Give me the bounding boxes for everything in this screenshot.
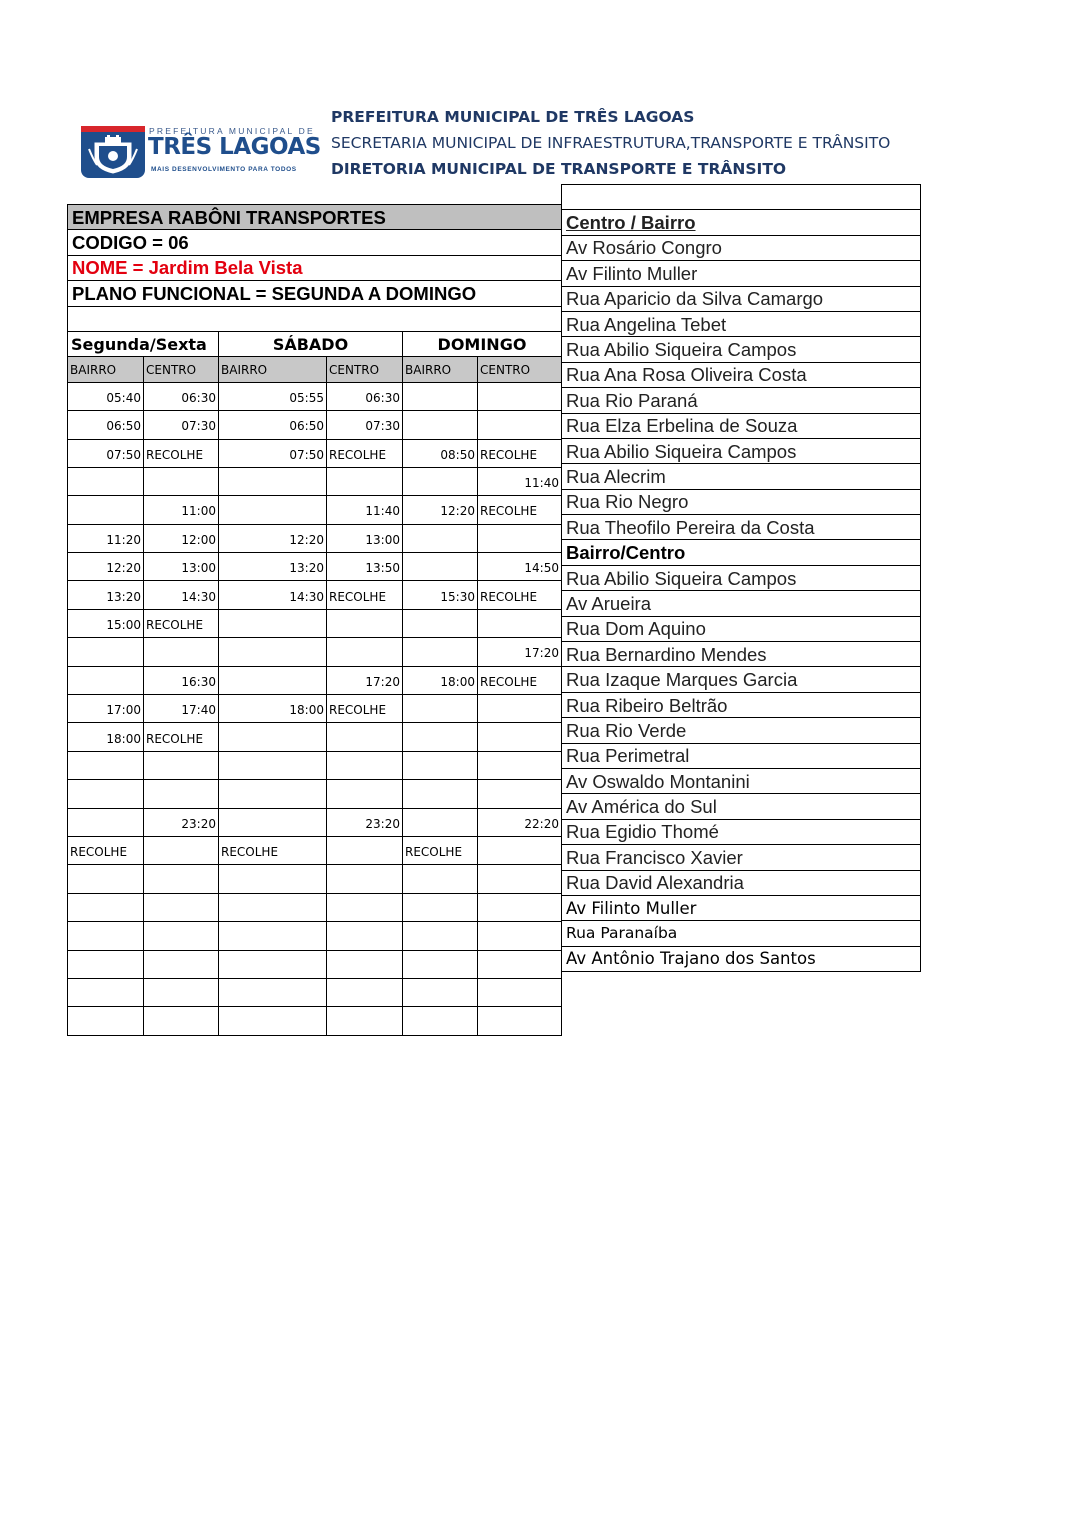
centro-time-cell: 17:40 xyxy=(144,695,219,723)
bairro-time-cell: 05:40 xyxy=(68,382,144,410)
bairro-time-cell xyxy=(219,496,327,524)
centro-time-cell xyxy=(478,609,562,637)
bairro-time-cell: 17:00 xyxy=(68,695,144,723)
centro-time-cell: 17:20 xyxy=(478,638,562,666)
centro-time-cell: 07:30 xyxy=(144,411,219,439)
bairro-time-cell xyxy=(403,695,478,723)
schedule-row xyxy=(68,950,562,978)
itinerary-row xyxy=(562,768,921,793)
schedule-row xyxy=(68,751,562,779)
schedule-row xyxy=(68,893,562,921)
centro-time-cell xyxy=(144,978,219,1006)
itinerary-row xyxy=(562,337,921,362)
schedule-row xyxy=(68,553,562,581)
bairro-time-cell xyxy=(403,553,478,581)
bairro-time-cell xyxy=(68,865,144,893)
centro-time-cell xyxy=(144,638,219,666)
centro-time-cell: 11:00 xyxy=(144,496,219,524)
street-name: Rua Dom Aquino xyxy=(562,616,921,641)
itinerary-row xyxy=(562,311,921,336)
bairro-time-cell xyxy=(68,978,144,1006)
centro-time-cell xyxy=(478,723,562,751)
centro-time-cell xyxy=(144,467,219,495)
schedule-row xyxy=(68,411,562,439)
subheader-centro: CENTRO xyxy=(327,357,403,382)
bairro-time-cell: 12:20 xyxy=(403,496,478,524)
itinerary-row xyxy=(562,464,921,489)
centro-time-cell xyxy=(144,893,219,921)
centro-time-cell: RECOLHE xyxy=(478,496,562,524)
street-name: Rua Paranaíba xyxy=(562,921,921,946)
street-name: Rua Francisco Xavier xyxy=(562,845,921,870)
itinerary-row xyxy=(562,489,921,514)
centro-time-cell xyxy=(144,922,219,950)
logo xyxy=(81,126,321,180)
street-name: Rua Abilio Siqueira Campos xyxy=(562,337,921,362)
bairro-time-cell xyxy=(403,411,478,439)
bairro-time-cell xyxy=(219,723,327,751)
centro-time-cell xyxy=(478,695,562,723)
centro-time-cell: RECOLHE xyxy=(478,581,562,609)
itinerary-row xyxy=(562,591,921,616)
route-code: CODIGO = 06 xyxy=(68,230,562,255)
itinerary-row xyxy=(562,946,921,971)
centro-time-cell xyxy=(478,865,562,893)
bairro-time-cell: 05:55 xyxy=(219,382,327,410)
schedule-row xyxy=(68,978,562,1006)
itinerary-row xyxy=(562,235,921,260)
itinerary-row xyxy=(562,261,921,286)
street-name: Bairro/Centro xyxy=(562,540,921,565)
bairro-time-cell xyxy=(68,893,144,921)
header-secretaria: SECRETARIA MUNICIPAL DE INFRAESTRUTURA,TRANSPORTE E TRÂNSITO xyxy=(331,134,891,152)
schedule-row xyxy=(68,865,562,893)
bairro-time-cell: 06:50 xyxy=(219,411,327,439)
street-name: Rua Egidio Thomé xyxy=(562,819,921,844)
street-name: Rua Theofilo Pereira da Costa xyxy=(562,515,921,540)
itinerary-row xyxy=(562,870,921,895)
schedule-row xyxy=(68,836,562,864)
centro-time-cell xyxy=(144,950,219,978)
itinerary-row xyxy=(562,794,921,819)
street-name: Rua Bernardino Mendes xyxy=(562,642,921,667)
bairro-time-cell xyxy=(403,950,478,978)
bairro-time-cell xyxy=(219,780,327,808)
schedule-row xyxy=(68,382,562,410)
schedule-row xyxy=(68,581,562,609)
itinerary-row xyxy=(562,565,921,590)
route-name: NOME = Jardim Bela Vista xyxy=(68,255,562,280)
bairro-time-cell xyxy=(219,467,327,495)
street-name: Rua Ana Rosa Oliveira Costa xyxy=(562,362,921,387)
centro-time-cell: 13:00 xyxy=(144,553,219,581)
centro-time-cell: 17:20 xyxy=(327,666,403,694)
centro-time-cell xyxy=(327,950,403,978)
schedule-row xyxy=(68,638,562,666)
itinerary-row xyxy=(562,540,921,565)
centro-time-cell: 06:30 xyxy=(327,382,403,410)
schedule-row xyxy=(68,723,562,751)
itinerary-row xyxy=(562,515,921,540)
bairro-time-cell: 15:00 xyxy=(68,609,144,637)
centro-time-cell xyxy=(327,751,403,779)
subheader-bairro: BAIRRO xyxy=(68,357,144,382)
schedule-row xyxy=(68,467,562,495)
bairro-time-cell xyxy=(68,496,144,524)
bairro-time-cell xyxy=(68,780,144,808)
itinerary-row xyxy=(562,185,921,210)
centro-time-cell: RECOLHE xyxy=(327,695,403,723)
centro-time-cell: 13:00 xyxy=(327,524,403,552)
header-prefeitura: PREFEITURA MUNICIPAL DE TRÊS LAGOAS xyxy=(331,108,695,126)
bairro-time-cell xyxy=(219,865,327,893)
itinerary-header: Centro / Bairro xyxy=(562,210,921,235)
itinerary-row xyxy=(562,362,921,387)
itinerary-row xyxy=(562,388,921,413)
centro-time-cell xyxy=(478,524,562,552)
bairro-time-cell: RECOLHE xyxy=(403,836,478,864)
itinerary-row xyxy=(562,718,921,743)
centro-time-cell: RECOLHE xyxy=(144,439,219,467)
bairro-time-cell xyxy=(403,467,478,495)
centro-time-cell xyxy=(478,1007,562,1035)
bairro-time-cell xyxy=(68,666,144,694)
bairro-time-cell: 18:00 xyxy=(219,695,327,723)
bairro-time-cell xyxy=(68,922,144,950)
street-name: Rua Rio Negro xyxy=(562,489,921,514)
centro-time-cell xyxy=(144,780,219,808)
subheader-centro: CENTRO xyxy=(144,357,219,382)
bairro-time-cell xyxy=(219,808,327,836)
centro-time-cell xyxy=(327,780,403,808)
centro-time-cell: RECOLHE xyxy=(327,439,403,467)
bairro-time-cell: 13:20 xyxy=(68,581,144,609)
itinerary-row xyxy=(562,743,921,768)
bairro-time-cell: 06:50 xyxy=(68,411,144,439)
street-name: Rua Rio Verde xyxy=(562,718,921,743)
centro-time-cell: 16:30 xyxy=(144,666,219,694)
street-name: Rua Perimetral xyxy=(562,743,921,768)
bairro-time-cell: 07:50 xyxy=(68,439,144,467)
street-name: Av Oswaldo Montanini xyxy=(562,768,921,793)
centro-time-cell: 23:20 xyxy=(327,808,403,836)
bairro-time-cell xyxy=(403,978,478,1006)
street-name: Av Filinto Muller xyxy=(562,895,921,920)
day-header-saturday: SÁBADO xyxy=(219,331,403,356)
centro-time-cell xyxy=(327,922,403,950)
schedule-row xyxy=(68,808,562,836)
centro-time-cell xyxy=(327,638,403,666)
bairro-time-cell: 08:50 xyxy=(403,439,478,467)
street-name: Rua Angelina Tebet xyxy=(562,311,921,336)
day-header-weekdays: Segunda/Sexta xyxy=(68,331,219,356)
bairro-time-cell xyxy=(219,609,327,637)
bairro-time-cell xyxy=(403,922,478,950)
centro-time-cell: 23:20 xyxy=(144,808,219,836)
logo-city-name: TRÊS LAGOAS xyxy=(148,134,321,160)
centro-time-cell xyxy=(478,893,562,921)
coat-of-arms-icon xyxy=(81,132,145,178)
centro-time-cell xyxy=(478,382,562,410)
centro-time-cell: RECOLHE xyxy=(478,666,562,694)
bairro-time-cell xyxy=(68,638,144,666)
centro-time-cell: 12:00 xyxy=(144,524,219,552)
centro-time-cell xyxy=(327,609,403,637)
schedule-row xyxy=(68,496,562,524)
header-diretoria: DIRETORIA MUNICIPAL DE TRANSPORTE E TRÂNSITO xyxy=(331,160,787,178)
schedule-row xyxy=(68,666,562,694)
bairro-time-cell: 15:30 xyxy=(403,581,478,609)
centro-time-cell: RECOLHE xyxy=(144,723,219,751)
bairro-time-cell xyxy=(403,638,478,666)
bairro-time-cell xyxy=(403,1007,478,1035)
schedule-row xyxy=(68,780,562,808)
street-name: Rua Abilio Siqueira Campos xyxy=(562,565,921,590)
centro-time-cell: RECOLHE xyxy=(478,439,562,467)
centro-time-cell xyxy=(478,950,562,978)
bairro-time-cell xyxy=(219,922,327,950)
subheader-centro: CENTRO xyxy=(478,357,562,382)
bairro-time-cell xyxy=(403,751,478,779)
centro-time-cell xyxy=(327,467,403,495)
bairro-time-cell xyxy=(219,893,327,921)
schedule-row xyxy=(68,524,562,552)
street-name: Rua David Alexandria xyxy=(562,870,921,895)
centro-time-cell: 07:30 xyxy=(327,411,403,439)
centro-time-cell xyxy=(327,1007,403,1035)
itinerary-row xyxy=(562,667,921,692)
bairro-time-cell: 18:00 xyxy=(403,666,478,694)
centro-time-cell xyxy=(327,978,403,1006)
street-name: Av Filinto Muller xyxy=(562,261,921,286)
itinerary-row xyxy=(562,438,921,463)
schedule-table xyxy=(67,204,562,1036)
bairro-time-cell xyxy=(403,382,478,410)
bairro-time-cell xyxy=(219,751,327,779)
street-name: Rua Abilio Siqueira Campos xyxy=(562,438,921,463)
subheader-bairro: BAIRRO xyxy=(403,357,478,382)
street-name: Rua Alecrim xyxy=(562,464,921,489)
bairro-time-cell: 12:20 xyxy=(219,524,327,552)
bairro-time-cell xyxy=(403,780,478,808)
bairro-time-cell: RECOLHE xyxy=(219,836,327,864)
bairro-time-cell xyxy=(403,609,478,637)
bairro-time-cell xyxy=(219,978,327,1006)
street-name xyxy=(562,185,921,210)
centro-time-cell xyxy=(478,922,562,950)
bairro-time-cell: RECOLHE xyxy=(68,836,144,864)
street-name: Av Antônio Trajano dos Santos xyxy=(562,946,921,971)
street-name: Rua Izaque Marques Garcia xyxy=(562,667,921,692)
centro-time-cell: RECOLHE xyxy=(327,581,403,609)
bairro-time-cell: 11:20 xyxy=(68,524,144,552)
itinerary-row xyxy=(562,210,921,235)
bairro-time-cell xyxy=(68,751,144,779)
street-name: Av Rosário Congro xyxy=(562,235,921,260)
centro-time-cell: 11:40 xyxy=(478,467,562,495)
itinerary-row xyxy=(562,413,921,438)
centro-time-cell xyxy=(327,723,403,751)
centro-time-cell: 13:50 xyxy=(327,553,403,581)
street-name: Rua Ribeiro Beltrão xyxy=(562,692,921,717)
bairro-time-cell xyxy=(219,1007,327,1035)
centro-time-cell xyxy=(478,411,562,439)
centro-time-cell: 14:50 xyxy=(478,553,562,581)
logo-tagline: MAIS DESENVOLVIMENTO PARA TODOS xyxy=(151,166,297,173)
bairro-time-cell: 14:30 xyxy=(219,581,327,609)
itinerary-row xyxy=(562,616,921,641)
centro-time-cell: 22:20 xyxy=(478,808,562,836)
schedule-row xyxy=(68,609,562,637)
schedule-row xyxy=(68,695,562,723)
operating-plan: PLANO FUNCIONAL = SEGUNDA A DOMINGO xyxy=(68,281,562,306)
bairro-time-cell: 07:50 xyxy=(219,439,327,467)
bairro-time-cell xyxy=(403,723,478,751)
logo-prefeitura-text: PREFEITURA MUNICIPAL DE xyxy=(149,126,315,136)
day-header-sunday: DOMINGO xyxy=(403,331,562,356)
centro-time-cell: RECOLHE xyxy=(144,609,219,637)
centro-time-cell xyxy=(327,836,403,864)
centro-time-cell xyxy=(327,893,403,921)
centro-time-cell xyxy=(478,751,562,779)
centro-time-cell: 06:30 xyxy=(144,382,219,410)
itinerary-row xyxy=(562,642,921,667)
street-name: Rua Rio Paraná xyxy=(562,388,921,413)
bairro-time-cell xyxy=(68,950,144,978)
street-name: Rua Aparicio da Silva Camargo xyxy=(562,286,921,311)
bairro-time-cell xyxy=(403,524,478,552)
schedule-row xyxy=(68,439,562,467)
bairro-time-cell: 12:20 xyxy=(68,553,144,581)
centro-time-cell xyxy=(144,1007,219,1035)
bairro-time-cell xyxy=(68,808,144,836)
bairro-time-cell: 13:20 xyxy=(219,553,327,581)
centro-time-cell xyxy=(144,865,219,893)
itinerary-row xyxy=(562,895,921,920)
bairro-time-cell: 18:00 xyxy=(68,723,144,751)
centro-time-cell xyxy=(478,978,562,1006)
itinerary-row xyxy=(562,819,921,844)
centro-time-cell xyxy=(144,836,219,864)
bairro-time-cell xyxy=(219,950,327,978)
centro-time-cell xyxy=(478,836,562,864)
itinerary-row xyxy=(562,286,921,311)
itinerary-row xyxy=(562,921,921,946)
itinerary-row xyxy=(562,845,921,870)
centro-time-cell: 11:40 xyxy=(327,496,403,524)
company-name: EMPRESA RABÔNI TRANSPORTES xyxy=(68,205,562,230)
centro-time-cell xyxy=(327,865,403,893)
bairro-time-cell xyxy=(68,1007,144,1035)
bairro-time-cell xyxy=(219,638,327,666)
blank-row xyxy=(68,306,562,331)
bairro-time-cell xyxy=(68,467,144,495)
itinerary-row xyxy=(562,692,921,717)
subheader-bairro: BAIRRO xyxy=(219,357,327,382)
bairro-time-cell xyxy=(403,865,478,893)
bairro-time-cell xyxy=(219,666,327,694)
centro-time-cell: 14:30 xyxy=(144,581,219,609)
street-name: Av América do Sul xyxy=(562,794,921,819)
bairro-time-cell xyxy=(403,893,478,921)
schedule-row xyxy=(68,1007,562,1035)
bairro-time-cell xyxy=(403,808,478,836)
centro-time-cell xyxy=(478,780,562,808)
street-name: Rua Elza Erbelina de Souza xyxy=(562,413,921,438)
centro-time-cell xyxy=(144,751,219,779)
street-name: Av Arueira xyxy=(562,591,921,616)
itinerary-table xyxy=(561,184,921,972)
schedule-row xyxy=(68,922,562,950)
